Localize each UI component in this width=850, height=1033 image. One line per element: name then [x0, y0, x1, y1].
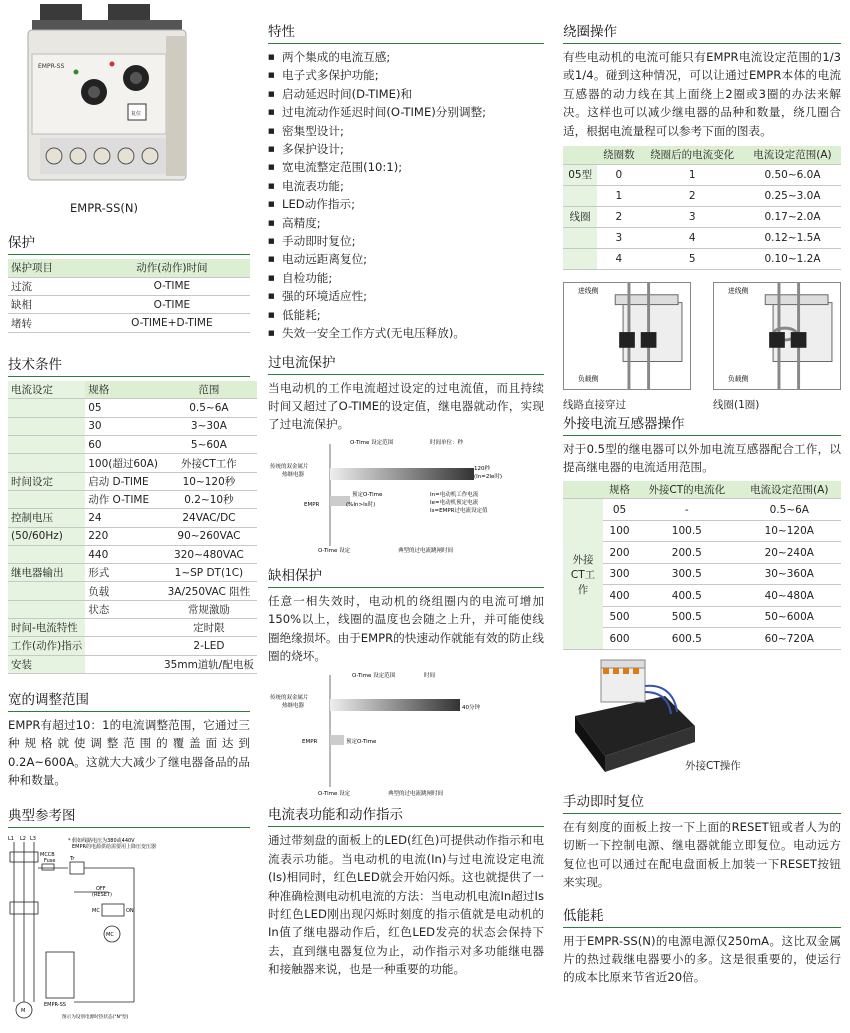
- meter-title: 电流表功能和动作指示: [268, 803, 544, 827]
- feature-item: ■ 电流表功能;: [268, 177, 544, 195]
- table-row: [8, 545, 257, 563]
- svg-text:EMPR-SS: EMPR-SS: [44, 1001, 66, 1008]
- reset-text: 在有刻度的面板上按一下上面的RESET钮或者人为的切断一下控制电源、继电器就能立即复位。电动远方复位也可以通过在配电盘面板上加装一下RESET按钮来实现。: [563, 819, 841, 890]
- table-cell: 500.5: [636, 606, 737, 628]
- features-title: 特性: [268, 20, 544, 44]
- table-cell: 0.5~6A: [738, 499, 841, 521]
- table-cell: 60: [85, 436, 161, 454]
- table-cell: [563, 227, 597, 248]
- table-row: [8, 509, 257, 527]
- feature-item: ■ 启动延迟时间(D-TIME)和: [268, 85, 544, 103]
- table-cell: 过流: [8, 277, 94, 295]
- table-cell: 220: [85, 527, 161, 545]
- table-cell: 0.10~1.2A: [744, 248, 841, 269]
- table-cell: 600: [603, 628, 636, 650]
- svg-text:OFF: OFF: [96, 885, 106, 892]
- table-cell: 4: [640, 227, 743, 248]
- table-cell: 时间设定: [8, 472, 85, 490]
- table-cell: 05: [603, 499, 636, 521]
- table-cell: 24VAC/DC: [161, 509, 257, 527]
- table-cell: 定时限: [161, 619, 257, 637]
- table-cell: [563, 185, 597, 206]
- table-header: 绕圈数: [597, 146, 640, 164]
- table-row: [563, 606, 841, 628]
- table-cell: 30: [85, 417, 161, 435]
- svg-text:时间: 时间: [424, 673, 436, 680]
- table-cell: 50~600A: [738, 606, 841, 628]
- table-cell: 1: [597, 185, 640, 206]
- table-cell: 1: [640, 164, 743, 185]
- table-row: [8, 619, 257, 637]
- table-cell: 常规激励: [161, 600, 257, 618]
- product-label: EMPR-SS: [38, 63, 65, 70]
- table-row: [563, 227, 841, 248]
- feature-item: ■ 过电流动作延迟时间(O-TIME)分别调整;: [268, 103, 544, 121]
- table-cell: [85, 619, 161, 637]
- table-cell: O-TIME+D-TIME: [94, 314, 250, 332]
- table-cell: [8, 417, 85, 435]
- table-header: 电流设定范围(A): [738, 481, 841, 499]
- svg-text:MCCB: MCCB: [40, 851, 55, 858]
- svg-text:Fuse: Fuse: [44, 857, 56, 864]
- feature-item: ■ 手动即时复位;: [268, 232, 544, 250]
- table-row: [8, 637, 257, 655]
- figure-caption: 线圈(1圈): [713, 398, 760, 411]
- ref-title: 典型参考图: [8, 804, 250, 828]
- svg-text:L2: L2: [20, 835, 26, 842]
- feature-item: ■ 多保护设计;: [268, 140, 544, 158]
- table-cell: 60~720A: [738, 628, 841, 650]
- svg-text:Is=EMPR过电流设定值: Is=EMPR过电流设定值: [430, 507, 488, 514]
- table-row: [563, 520, 841, 542]
- table-cell: 控制电压: [8, 509, 85, 527]
- column-right: [563, 0, 841, 987]
- feature-item: ■ LED动作指示;: [268, 195, 544, 213]
- table-row: [563, 542, 841, 564]
- table-header: [563, 481, 603, 499]
- table-cell: [8, 545, 85, 563]
- protection-title: 保护: [8, 231, 250, 255]
- svg-text:负载侧: 负载侧: [727, 374, 749, 383]
- table-cell: O-TIME: [94, 296, 250, 314]
- table-cell: 200: [603, 542, 636, 564]
- table-header: 外接CT的电流化: [636, 481, 737, 499]
- table-header: 电流设定范围(A): [744, 146, 841, 164]
- svg-text:(RESET): (RESET): [92, 891, 112, 898]
- table-cell: 状态: [85, 600, 161, 618]
- table-cell: 3: [640, 206, 743, 227]
- table-cell: 20~240A: [738, 542, 841, 564]
- svg-text:EMPR的电源供给需要用上降压变压器: EMPR的电源供给需要用上降压变压器: [72, 843, 156, 850]
- table-row: [8, 490, 257, 508]
- svg-text:In=电动机工作电流: In=电动机工作电流: [430, 491, 479, 498]
- table-cell: 5~60A: [161, 436, 257, 454]
- svg-text:O-Time 设定范围: O-Time 设定范围: [350, 439, 394, 446]
- figure-direct: [563, 282, 691, 412]
- column-middle: [268, 0, 544, 979]
- svg-text:O-Time 设定: O-Time 设定: [318, 791, 351, 798]
- svg-text:MC: MC: [106, 931, 114, 938]
- table-header: 动作(动作)时间: [94, 259, 250, 277]
- ct-photo: [563, 656, 841, 784]
- table-cell: [85, 637, 161, 655]
- overcurrent-title: 过电流保护: [268, 351, 544, 375]
- table-cell: 线圈: [563, 206, 597, 227]
- wiring-diagram: [8, 832, 248, 1020]
- table-cell: 200.5: [636, 542, 737, 564]
- overcurrent-diagram: [268, 434, 544, 564]
- table-cell: (50/60Hz): [8, 527, 85, 545]
- table-cell: 400.5: [636, 585, 737, 607]
- svg-text:传统的双金属片: 传统的双金属片: [270, 695, 309, 702]
- table-row: [8, 454, 257, 472]
- table-cell: 35mm道轨/配电板: [161, 655, 257, 673]
- table-row: [8, 436, 257, 454]
- svg-text:(%In>Is时): (%In>Is时): [346, 501, 376, 508]
- svg-text:40分钟: 40分钟: [462, 705, 480, 712]
- table-cell: 范围: [161, 381, 257, 399]
- table-cell: 2: [640, 185, 743, 206]
- table-cell: 形式: [85, 564, 161, 582]
- table-cell: 0.25~3.0A: [744, 185, 841, 206]
- table-cell: 24: [85, 509, 161, 527]
- figure-caption: 线路直接穿过: [563, 398, 626, 411]
- table-cell: 0.17~2.0A: [744, 206, 841, 227]
- svg-text:Tr: Tr: [70, 855, 75, 862]
- reset-title: 手动即时复位: [563, 790, 841, 814]
- svg-text:* 假如线路电压为380或440V: * 假如线路电压为380或440V: [68, 837, 135, 844]
- table-cell: 继电器输出: [8, 564, 85, 582]
- feature-item: ■ 宽电流整定范围(10:1);: [268, 158, 544, 176]
- svg-text:预定O-Time: 预定O-Time: [346, 739, 377, 746]
- table-cell: 10~120A: [738, 520, 841, 542]
- feature-item: ■ 两个集成的电流互感;: [268, 48, 544, 66]
- ct-title: 外接电流互感器操作: [563, 412, 841, 436]
- table-cell: -: [636, 499, 737, 521]
- phase-diagram: [268, 665, 544, 805]
- table-cell: 1~SP DT(1C): [161, 564, 257, 582]
- table-cell: O-TIME: [94, 277, 250, 295]
- table-cell: 05: [85, 399, 161, 417]
- phase-text: 任意一相失效时，电动机的绕组圈内的电流可增加150%以上，线圈的温度也会随之上升，并可能使线圈绝缘损坏。由于EMPR的快速动作就能有效的防止线圈的烧坏。: [268, 593, 544, 663]
- svg-text:L1: L1: [8, 835, 14, 842]
- table-row: [8, 582, 257, 600]
- table-row: [563, 628, 841, 650]
- table-row: [8, 399, 257, 417]
- svg-text:进线侧: 进线侧: [577, 286, 599, 295]
- table-cell: 2: [597, 206, 640, 227]
- winding-text: 有些电动机的电流可能只有EMPR电流设定范围的1/3或1/4。碰到这种情况，可以让通过EMPR本体的电流互感器的动力线在其上面绕上2圈或3圈的办法来解决。这样也可以减少继电器的品种和数量，绕几圈合适，根据电流量程可以参考下面的图表。: [563, 50, 841, 138]
- table-cell: [8, 399, 85, 417]
- table-header: 绕圈后的电流变化: [640, 146, 743, 164]
- wide-title: 宽的调整范围: [8, 688, 250, 712]
- wide-text: EMPR有超过10：1的电流调整范围，它通过三种规格就使调整范围的覆盖面达到0.2A~600A。这就大大减少了继电器备品的品种和数量。: [8, 717, 250, 788]
- features-list: [268, 48, 544, 343]
- table-cell: 缺相: [8, 296, 94, 314]
- table-cell: [8, 436, 85, 454]
- table-cell: 2-LED: [161, 637, 257, 655]
- table-cell: 动作 O-TIME: [85, 490, 161, 508]
- protection-table: [8, 259, 250, 333]
- svg-text:(In=2Ie时): (In=2Ie时): [474, 473, 503, 480]
- feature-item: ■ 强的环境适应性;: [268, 287, 544, 305]
- table-cell: 3: [597, 227, 640, 248]
- table-cell: 电流设定: [8, 381, 85, 399]
- tech-title: 技术条件: [8, 353, 250, 377]
- svg-text:预定O-Time: 预定O-Time: [352, 491, 383, 498]
- table-row: [563, 164, 841, 185]
- winding-figures: [563, 282, 841, 412]
- table-cell: 0.2~10秒: [161, 490, 257, 508]
- table-cell: 工作(动作)指示: [8, 637, 85, 655]
- svg-text:ON: ON: [126, 907, 134, 914]
- table-cell: 5: [640, 248, 743, 269]
- table-cell: 300: [603, 563, 636, 585]
- feature-item: ■ 自检功能;: [268, 269, 544, 287]
- table-cell: 300.5: [636, 563, 737, 585]
- table-cell: 3~30A: [161, 417, 257, 435]
- ct-caption: 外接CT操作: [685, 759, 741, 772]
- svg-text:EMPR: EMPR: [304, 501, 320, 508]
- svg-text:L3: L3: [30, 835, 36, 842]
- table-row: [563, 206, 841, 227]
- table-cell: 启动 D-TIME: [85, 472, 161, 490]
- svg-text:O-Time 设定范围: O-Time 设定范围: [352, 673, 396, 680]
- svg-text:MC: MC: [92, 907, 100, 914]
- table-row: [8, 472, 257, 490]
- svg-text:120秒: 120秒: [474, 465, 490, 472]
- table-cell: 10~120秒: [161, 472, 257, 490]
- table-cell: 40~480A: [738, 585, 841, 607]
- table-header: 保护项目: [8, 259, 94, 277]
- table-row: [8, 417, 257, 435]
- table-cell: [8, 454, 85, 472]
- meter-text: 通过带刻盘的面板上的LED(红色)可提供动作指示和电流表示功能。当电动机的电流(In)与过电流设定电流(Is)相同时，红色LED就会开始闪烁。这也就提供了一种准确检测电动机电流的方法：当电动机电流In超过Is时红色LED刚出现闪烁时刻度的指示值就是电动机的In值了继电器动作后，红色LED发亮的状态会保持下去，直到继电器复位为止，动作指示对多功能继电器和接触器来说，也是一种重要的功能。: [268, 833, 544, 977]
- svg-text:热继电器: 热继电器: [282, 703, 305, 710]
- phase-title: 缺相保护: [268, 564, 544, 588]
- table-row: [563, 185, 841, 206]
- table-row: [563, 248, 841, 269]
- table-cell: 负载: [85, 582, 161, 600]
- svg-text:EMPR: EMPR: [302, 739, 318, 746]
- lowpower-text: 用于EMPR-SS(N)的电源电源仅250mA。这比双金属片的热过载继电器要小的多。这是很重要的，使运行的成本比原来节省近20倍。: [563, 933, 841, 985]
- ct-text: 对于0.5型的继电器可以外加电流互感器配合工作，以提高继电器的电流适用范围。: [563, 441, 841, 475]
- tech-table: [8, 381, 257, 674]
- table-cell: 440: [85, 545, 161, 563]
- table-cell: 400: [603, 585, 636, 607]
- svg-text:时间单位：秒: 时间单位：秒: [430, 439, 464, 446]
- feature-item: ■ 电动远距离复位;: [268, 250, 544, 268]
- feature-item: ■ 失效一安全工作方式(无电压释放)。: [268, 324, 544, 342]
- svg-text:O-Time 设定: O-Time 设定: [318, 547, 351, 554]
- table-cell: 100.5: [636, 520, 737, 542]
- table-cell: 0.12~1.5A: [744, 227, 841, 248]
- table-cell: 外接CT工作: [563, 499, 603, 650]
- table-cell: [8, 490, 85, 508]
- table-cell: [8, 600, 85, 618]
- winding-table: [563, 146, 841, 270]
- table-cell: 90~260VAC: [161, 527, 257, 545]
- table-row: [8, 564, 257, 582]
- table-row: [8, 527, 257, 545]
- svg-text:M: M: [21, 1007, 26, 1014]
- table-cell: 0.50~6.0A: [744, 164, 841, 185]
- product-photo: [20, 0, 190, 185]
- table-cell: 外接CT工作: [161, 454, 257, 472]
- overcurrent-text: 当电动机的工作电流超过设定的过电流值，而且持续时间又超过了O-TIME的设定值，继电器就动作，实现了过电流保护。: [268, 380, 544, 432]
- table-cell: 30~360A: [738, 563, 841, 585]
- table-cell: [85, 655, 161, 673]
- table-header: [563, 146, 597, 164]
- figure-loop: [713, 282, 841, 412]
- table-cell: [563, 248, 597, 269]
- table-cell: 规格: [85, 381, 161, 399]
- winding-title: 绕圈操作: [563, 20, 841, 44]
- table-cell: 320~480VAC: [161, 545, 257, 563]
- product-caption: EMPR-SS(N): [70, 201, 138, 215]
- table-cell: 堵转: [8, 314, 94, 332]
- table-cell: 600.5: [636, 628, 737, 650]
- table-cell: 05型: [563, 164, 597, 185]
- svg-text:Ie=电动机预定电流: Ie=电动机预定电流: [430, 499, 479, 506]
- table-cell: 0.5~6A: [161, 399, 257, 417]
- table-row: [563, 563, 841, 585]
- svg-text:传统的双金属片: 传统的双金属片: [270, 463, 309, 470]
- lowpower-title: 低能耗: [563, 904, 841, 928]
- feature-item: ■ 低能耗;: [268, 306, 544, 324]
- table-cell: 3A/250VAC 阻性: [161, 582, 257, 600]
- svg-text:复位: 复位: [131, 111, 142, 117]
- svg-text:负载侧: 负载侧: [577, 374, 599, 383]
- column-left: [8, 0, 254, 1020]
- table-header: 规格: [603, 481, 636, 499]
- svg-text:进线侧: 进线侧: [727, 286, 749, 295]
- svg-text:热继电器: 热继电器: [282, 471, 305, 478]
- svg-text:图示为设别电源时热状态("N"型): 图示为设别电源时热状态("N"型): [62, 1014, 129, 1020]
- feature-item: ■ 高精度;: [268, 214, 544, 232]
- table-row: [8, 655, 257, 673]
- table-row: [8, 381, 257, 399]
- table-cell: 100(超过60A): [85, 454, 161, 472]
- table-row: [563, 585, 841, 607]
- table-row: [8, 600, 257, 618]
- table-cell: 0: [597, 164, 640, 185]
- table-cell: 安装: [8, 655, 85, 673]
- table-row: [563, 499, 841, 521]
- feature-item: ■ 密集型设计;: [268, 122, 544, 140]
- table-cell: 100: [603, 520, 636, 542]
- ct-table: [563, 481, 841, 650]
- table-cell: 时间-电流特性: [8, 619, 85, 637]
- table-cell: 500: [603, 606, 636, 628]
- table-cell: [8, 582, 85, 600]
- table-cell: 4: [597, 248, 640, 269]
- svg-text:典型的过电流跳闸时间: 典型的过电流跳闸时间: [388, 791, 444, 798]
- svg-text:典型的过电流跳闸时间: 典型的过电流跳闸时间: [398, 547, 454, 554]
- feature-item: ■ 电子式多保护功能;: [268, 66, 544, 84]
